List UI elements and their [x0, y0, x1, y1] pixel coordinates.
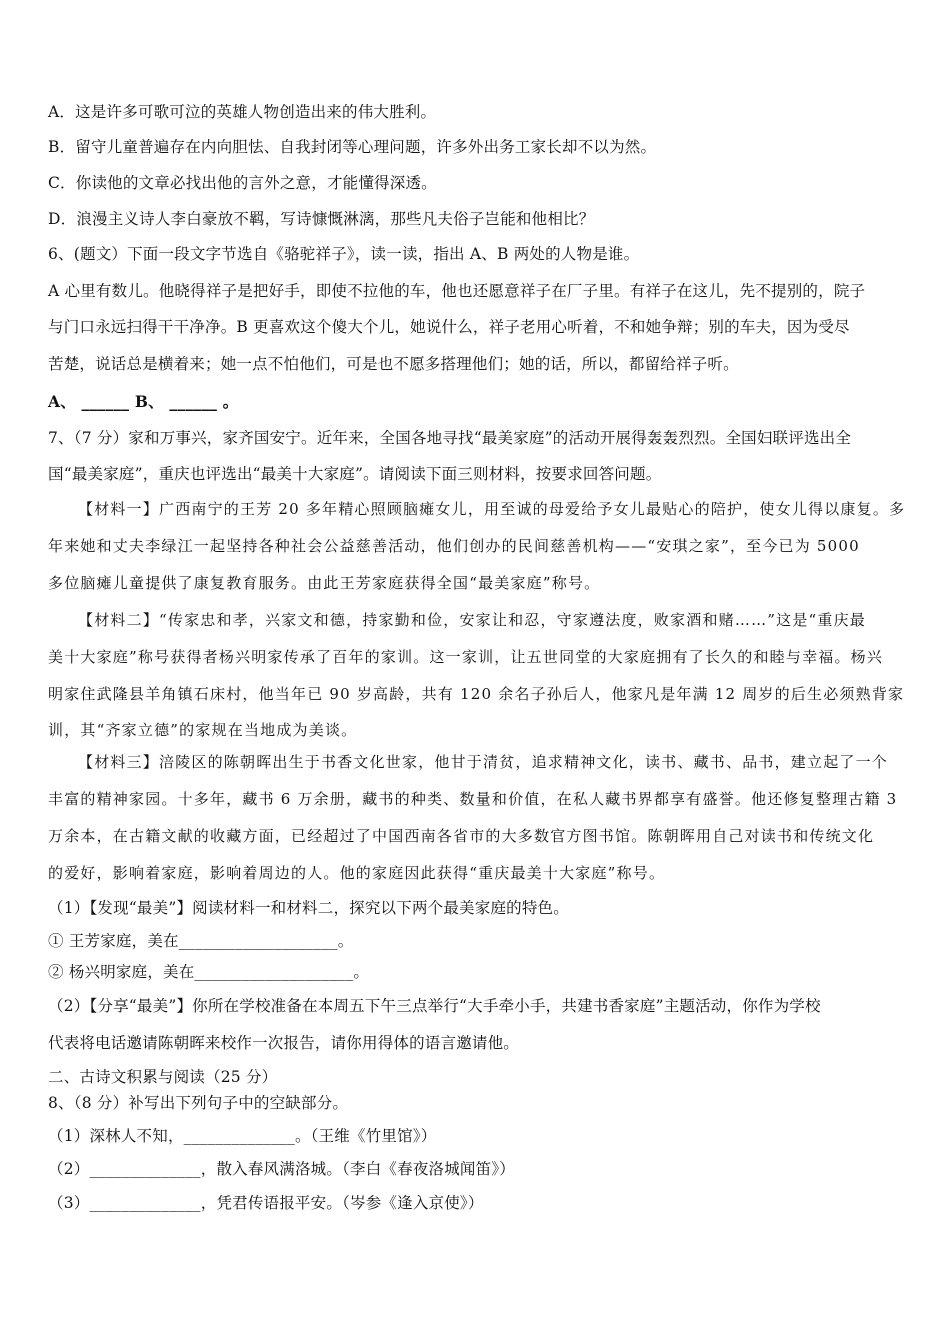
q7-sub2-line: （2）【分享“最美”】你所在学校准备在本周五下午三点举行“大手牵小手，共建书香家庭”主题活动，你作为学校: [48, 997, 821, 1015]
q6-passage-line: 苦楚，说话总是横着来；她一点不怕他们，可是也不愿多搭理他们；她的话，所以，都留给祥子听。: [48, 355, 739, 373]
material2-line: 美十大家庭”称号获得者杨兴明家传承了百年的家训。这一家训，让五世同堂的大家庭拥有了长久的和睦与幸福。杨兴: [48, 648, 884, 666]
q7-sub1: （1）【发现“最美”】阅读材料一和材料二，探究以下两个最美家庭的特色。: [48, 899, 569, 917]
q5-option-a: A．这是许多可歌可泣的英雄人物创造出来的伟大胜利。: [48, 103, 437, 121]
material1-line: 年来她和丈夫李绿江一起坚持各种社会公益慈善活动，他们创办的民间慈善机构——“安琪之家”，至今已为 5000: [48, 537, 860, 555]
q5-option-c: C．你读他的文章必找出他的言外之意，才能懂得深透。: [48, 174, 437, 192]
material2-line: 明家住武隆县羊角镇石床村，他当年已 90 岁高龄，共有 120 余名子孙后人，他家凡是年满 12 周岁的后生必须熟背家: [48, 685, 905, 703]
q6-stem: 6、(题文）下面一段文字节选自《骆驼祥子》，读一读，指出 A、B 两处的人物是谁。: [48, 245, 640, 263]
q6-answer-blanks: A、 ______ B、 ______ 。: [48, 392, 239, 411]
q7-sub1-blank-b: ② 杨兴明家庭，美在____________________。: [48, 963, 370, 981]
q7-stem-line: 7、（7 分）家和万事兴，家齐国安宁。近年来，全国各地寻找“最美家庭”的活动开展得轰轰烈烈。全国妇联评选出全: [48, 429, 852, 447]
material3-line: 的爱好，影响着家庭，影响着周边的人。他的家庭因此获得“重庆最美十大家庭”称号。: [48, 864, 666, 882]
q8-item: （3）______________，凭君传语报平安。（岑参《逢入京使》）: [48, 1194, 484, 1212]
material2-line: 【材料二】“传家忠和孝，兴家文和德，持家勤和俭，安家让和忍，守家遵法度，败家酒和赌……”这是“重庆最: [78, 611, 867, 629]
q8-item: （1）深林人不知，______________。（王维《竹里馆》）: [48, 1127, 437, 1145]
material3-line: 【材料三】涪陵区的陈朝晖出生于书香文化世家，他甘于清贫，追求精神文化，读书、藏书、品书，建立起了一个: [78, 753, 889, 771]
material3-line: 丰富的精神家园。十多年，藏书 6 万余册，藏书的种类、数量和价值，在私人藏书界都享有盛誉。他还修复整理古籍 3: [48, 790, 898, 808]
q6-passage-line: 与门口永远扫得干干净净。B 更喜欢这个傻大个儿，她说什么，祥子老用心听着，不和她争辩；别的车夫，因为受尽: [48, 318, 850, 336]
material3-line: 万余本，在古籍文献的收藏方面，已经超过了中国西南各省市的大多数官方图书馆。陈朝晖用自己对读书和传统文化: [48, 827, 875, 845]
q8-item: （2）______________，散入春风满洛城。（李白《春夜洛城闻笛》）: [48, 1160, 515, 1178]
q7-stem-line: 国“最美家庭”，重庆也评选出“最美十大家庭”。请阅读下面三则材料，按要求回答问题。: [48, 465, 662, 483]
q7-sub2-line: 代表将电话邀请陈朝晖来校作一次报告，请你用得体的语言邀请他。: [48, 1034, 520, 1052]
q6-passage-line: A 心里有数儿。他晓得祥子是把好手，即使不拉他的车，他也还愿意祥子在厂子里。有祥子在这儿，先不提别的，院子: [48, 282, 866, 300]
q8-stem: 8、（8 分）补写出下列句子中的空缺部分。: [48, 1094, 349, 1112]
q7-sub1-blank-a: ① 王芳家庭，美在____________________。: [48, 932, 354, 950]
material1-line: 【材料一】广西南宁的王芳 20 多年精心照顾脑瘫女儿，用至诚的母爱给予女儿最贴心的陪护，使女儿得以康复。多: [78, 500, 906, 518]
q5-option-d: D．浪漫主义诗人李白豪放不羁，写诗慷慨淋漓，那些凡夫俗子岂能和他相比？: [48, 210, 595, 228]
material2-line: 训，其“齐家立德”的家规在当地成为美谈。: [48, 721, 358, 739]
material1-line: 多位脑瘫儿童提供了康复教育服务。由此王芳家庭获得全国“最美家庭”称号。: [48, 574, 601, 592]
q5-option-b: B．留守儿童普遍存在内向胆怯、自我封闭等心理问题，许多外出务工家长却不以为然。: [48, 138, 657, 156]
section2-title: 二、古诗文积累与阅读（25 分）: [48, 1068, 278, 1086]
